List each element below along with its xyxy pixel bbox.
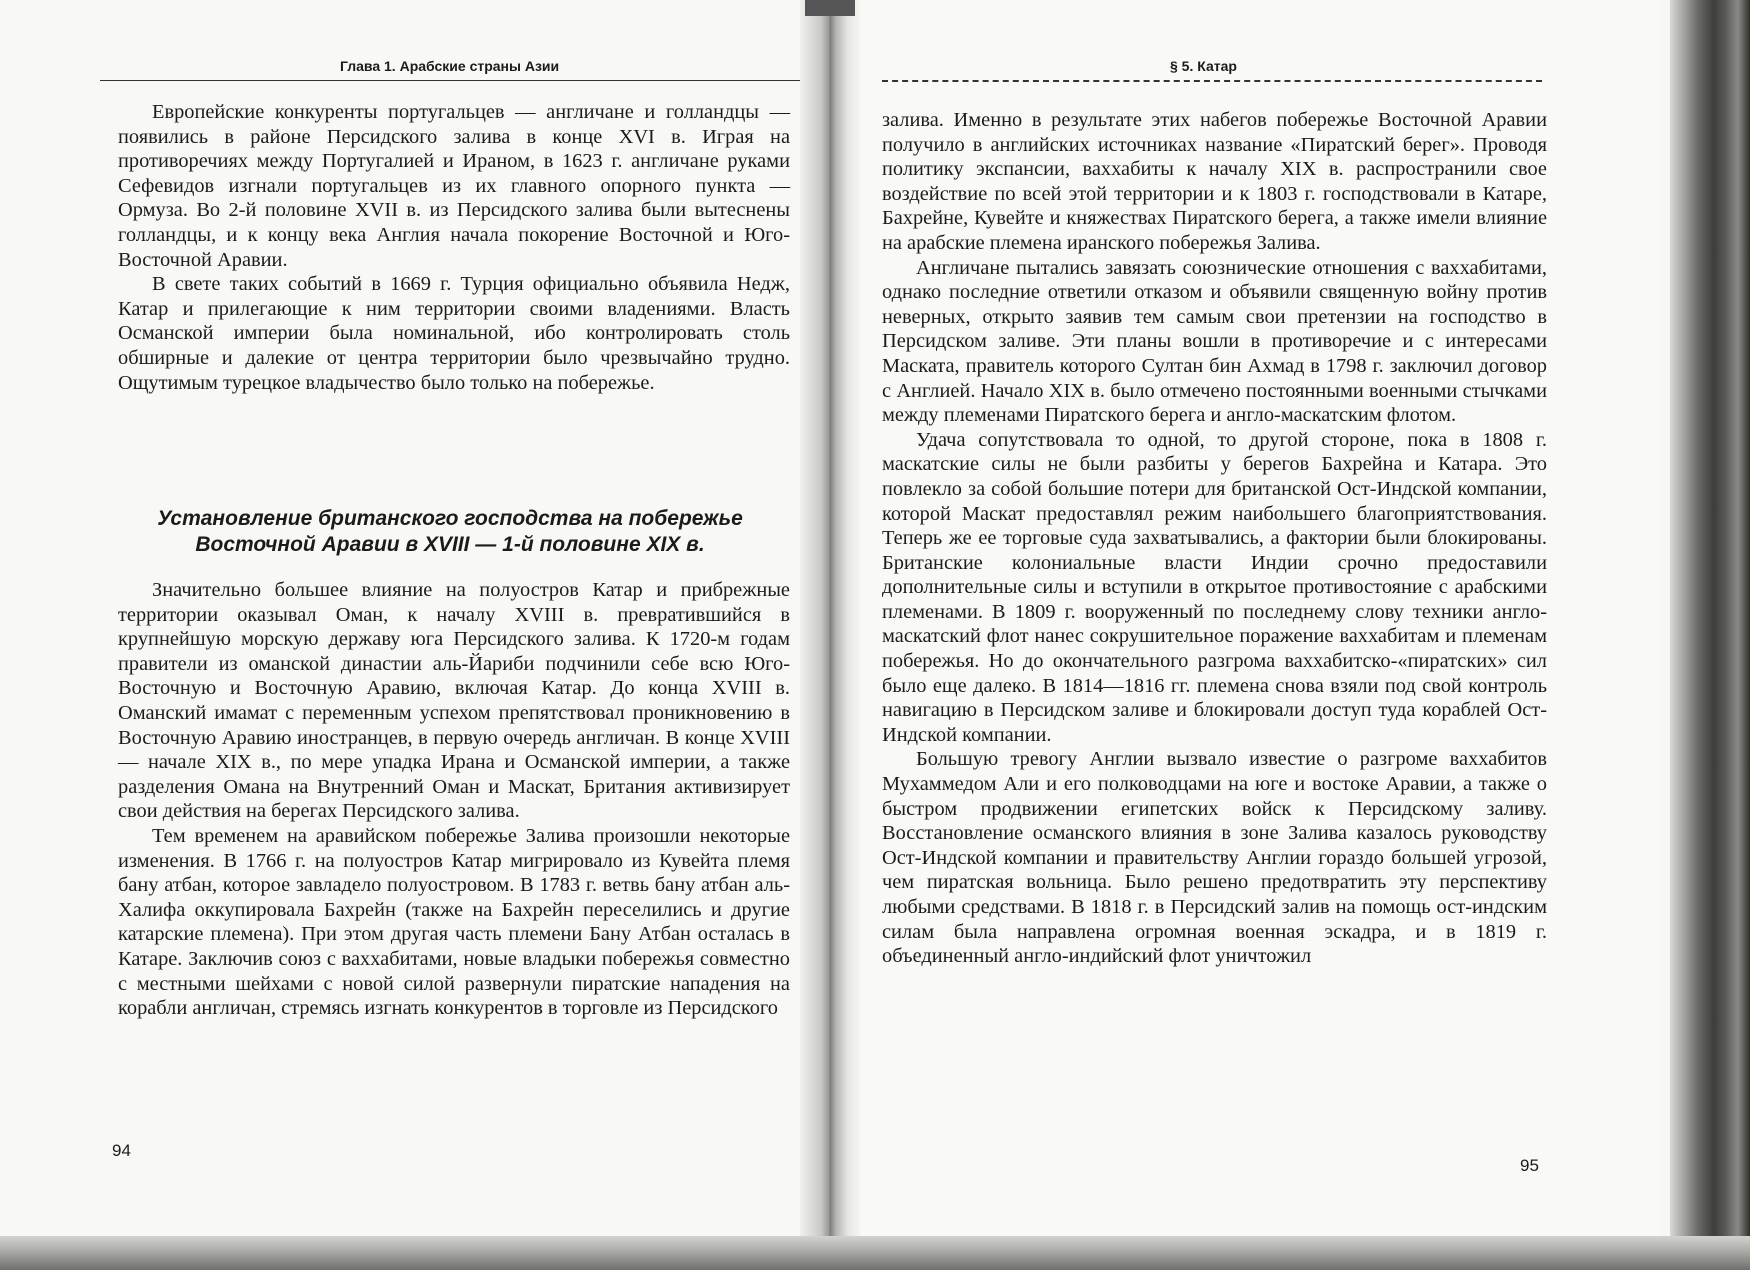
left-paragraph-2: В свете таких событий в 1669 г. Турция официально объявила Недж, Катар и прилегающие к ним территории своими владениями. Власть Османской империи была номинальной, ибо контролировать столь обширные и далекие от центра территории было чрезвычайно трудно. Ощутимым турецкое владычество было только на побережье. — [118, 273, 790, 394]
left-paragraph-1: Европейские конкуренты португальцев — англичане и голландцы — появились в районе Персидского залива в конце XVI в. Играя на противоречиях между Португалией и Ираном, в 1623 г. англичане руками Сефевидов изгнали португальцев из их главного опорного пункта — Ормуза. Во 2-й половине XVII в. из Персидского залива были вытеснены голландцы, и к концу века Англия начала покорение Восточной и Юго-Восточной Аравии. — [118, 101, 790, 271]
left-page-number: 94 — [112, 1141, 131, 1160]
right-paragraph-1: залива. Именно в результате этих набегов побережье Восточной Аравии получило в английских источниках название «Пиратский берег». Проводя политику экспансии, ваххабиты к началу XIX в. распространили свое воздействие по всей этой территории и к 1803 г. господствовали в Катаре, Бахрейне, Кувейте и княжествах Пиратского берега, а также имели влияние на арабские племена иранского побережья Залива. — [882, 109, 1547, 254]
book-bottom-edge — [0, 1236, 1750, 1270]
right-paragraph-3: Удача сопутствовала то одной, то другой стороне, пока в 1808 г. маскатские силы не были разбиты у берегов Бахрейна и Катара. Это повлекло за собой большие потери для британской Ост-Индской компании, которой Маскат предоставлял режим наибольшего благоприятствования. Теперь же ее торговые суда захватывались, а фактории были блокированы. Британские колониальные власти Индии срочно предоставили дополнительные силы и вступили в открытое противостояние с арабскими племенами. В 1809 г. вооруженный по последнему слову техники англо-маскатский флот нанес сокрушительное поражение ваххабитам и племенам побережья. Но до окончательного разгрома ваххабитско-«пиратских» сил было еще далеко. В 1814—1816 гг. племена снова взяли под свой контроль навигацию в Персидском заливе и блокировали доступ туда кораблей Ост-Индской компании. — [882, 428, 1547, 746]
section-title — [100, 506, 800, 558]
book-page-edges — [1670, 0, 1750, 1270]
section-title-line-2: Восточной Аравии в XVIII — 1-й половине XIX в. — [195, 533, 705, 556]
spine-shadow — [805, 0, 855, 16]
right-page-number: 95 — [1520, 1156, 1539, 1175]
left-text-block-bottom — [118, 578, 790, 1021]
right-running-head: § 5. Катар — [1170, 58, 1237, 74]
right-text-block — [882, 108, 1547, 969]
right-head-rule — [882, 80, 1542, 82]
book-gutter — [800, 0, 860, 1270]
right-paragraph-4: Большую тревогу Англии вызвало известие о разгроме ваххабитов Мухаммедом Али и его полководцами на юге и востоке Аравии, а также о быстром продвижении египетских войск к Персидскому заливу. Восстановление османского влияния в зоне Залива казалось руководству Ост-Индской компании и правительству Англии гораздо большей угрозой, чем пиратская вольница. Было решено предотвратить эту перспективу любыми средствами. В 1818 г. в Персидский залив на помощь ост-индским силам была направлена огромная военная эскадра, и в 1819 г. объединенный англо-индийский флот уничтожил — [882, 748, 1547, 968]
left-head-rule — [100, 80, 800, 81]
right-paragraph-2: Англичане пытались завязать союзнические отношения с ваххабитами, однако последние ответили отказом и объявили священную войну против неверных, открыто заявив тем самым свои претензии на господство в Персидском заливе. Эти планы вошли в противоречие и с интересами Маската, правитель которого Султан бин Ахмад в 1798 г. заключил договор с Англией. Начало XIX в. было отмечено постоянными военными стычками между племенами Пиратского берега и англо-маскатским флотом. — [882, 256, 1547, 427]
left-running-head: Глава 1. Арабские страны Азии — [340, 58, 560, 74]
section-title-line-1: Установление британского господства на побережье — [157, 507, 743, 530]
left-text-block-top — [118, 100, 790, 395]
left-paragraph-4: Тем временем на аравийском побережье Залива произошли некоторые изменения. В 1766 г. на полуостров Катар мигрировало из Кувейта племя бану атбан, которое завладело полуостровом. В 1783 г. ветвь бану атбан аль-Халифа оккупировала Бахрейн (также на Бахрейн переселились и другие катарские племена). При этом другая часть племени Бану Атбан осталась в Катаре. Заключив союз с ваххабитами, новые владыки побережья совместно с местными шейхами с новой силой развернули пиратские нападения на корабли англичан, стремясь изгнать конкурентов в торговле из Персидского — [118, 824, 790, 1020]
left-paragraph-3: Значительно большее влияние на полуостров Катар и прибрежные территории оказывал Оман, к началу XVIII в. превратившийся в крупнейшую морскую державу юга Персидского залива. К 1720-м годам правители из оманской династии аль-Йариби подчинили себе всю Юго-Восточную и Восточную Аравию, включая Катар. До конца XVIII в. Оманский имамат с переменным успехом препятствовал проникновению в Восточную Аравию иностранцев, в первую очередь англичан. В конце XVIII — начале XIX в., по мере упадка Ирана и Османской империи, а также разделения Омана на Внутренний Оман и Маскат, Британия активизирует свои действия на берегах Персидского залива. — [118, 579, 790, 823]
